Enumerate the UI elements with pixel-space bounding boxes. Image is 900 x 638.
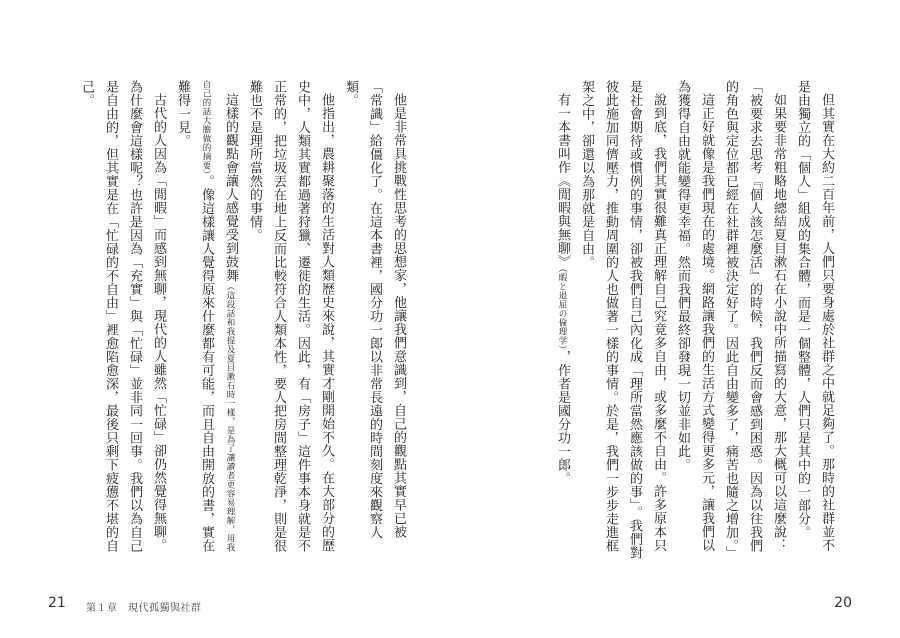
right-paragraph-5-tail: ，作者是國分功一郎。	[555, 350, 570, 485]
right-paragraph-2: 如果要非常粗略地總結夏目漱石在小說中所描寫的大意，那大概可以這麼說：「被要求去思考『個人該怎麼活』的時候，我們反而會感到困惑。因為以往我們的角色與定位都已經在社群裡被決定好了。因此自由變多了，痛苦也隨之增加。」	[723, 80, 786, 560]
left-paragraph-3	[170, 80, 242, 560]
right-page	[450, 0, 900, 638]
left-paragraph-1: 他是非常具挑戰性思考的思想家，他讓我們意識到，自己的觀點其實早已被「常識」給僵化了。在這本書裡，國分功一郎以非常長遠的時間刻度來觀察人類。	[343, 80, 406, 539]
right-paragraph-3: 這正好就像是我們現在的處境。網路讓我們的生活方式變得更多元，讓我們以為獲得自由就能變得更幸福。然而我們最終卻發現一切並非如此。	[675, 80, 714, 552]
page-number-right: 20	[834, 595, 852, 611]
book-subtitle: （暇と退屈の倫理学）	[557, 268, 567, 350]
left-paragraph-3-head: 這樣的觀點會讓人感覺受到鼓舞	[223, 93, 238, 282]
left-paragraph-2: 他指出，農耕聚落的生活對人類歷史來說，其實才剛開始不久。在大部分的歷史中，人類其實都過著狩獵、遷徙的生活。因此，有「房子」這件事本身就是不正常的，把垃圾丟在地上反而比較符合人類本性，要人把房間整理乾淨，則是很難也不是理所當然的事情。	[247, 80, 334, 553]
right-paragraph-1: 但其實在大約二百年前，人們只要身處於社群之中就足夠了。那時的社群並不是由獨立的「個人」組成的集合體，而是一個整體，人們只是其中的一部分。	[795, 80, 834, 552]
page-number-left: 21	[48, 595, 66, 611]
right-page-text	[528, 80, 838, 560]
left-paragraph-4: 古代的人因為「閒暇」而感到無聊，現代的人雖然「忙碌」卻仍然覺得無聊。為什麼會這樣呢？也許是因為「充實」與「忙碌」並非同一回事。我們以為自己是自由的，但其實是在「忙碌的不自由」裡愈陷愈深，最後只剩下疲憊不堪的自己。	[79, 80, 166, 553]
left-page-text	[30, 80, 410, 560]
right-paragraph-4: 說到底，我們其實很難真正理解自己究竟多自由，或多麼不自由。許多原本只是社會期待或慣例的事情，卻被我們自己內化成「理所當然應該做的事」。我們對彼此施加同儕壓力，推動周圍的人也做著一樣的事情。於是，我們一步步走進框架之中，卻還以為那就是自由。	[579, 80, 666, 560]
left-paragraph-3-note: （這段話和我提及夏目漱石時一樣，是為了讓讀者更容易理解，用我自己的話大膽做的摘要）	[201, 80, 235, 552]
left-paragraph-3-tail: 。像這樣讓人覺得原來什麼都有可能，而且自由開放的書，實在難得一見。	[175, 80, 214, 553]
right-paragraph-5-head: 有一本書叫作《閒暇與無聊》	[555, 93, 570, 269]
right-paragraph-5	[550, 80, 574, 560]
running-head: 第１章 現代孤獨與社群	[86, 603, 202, 614]
